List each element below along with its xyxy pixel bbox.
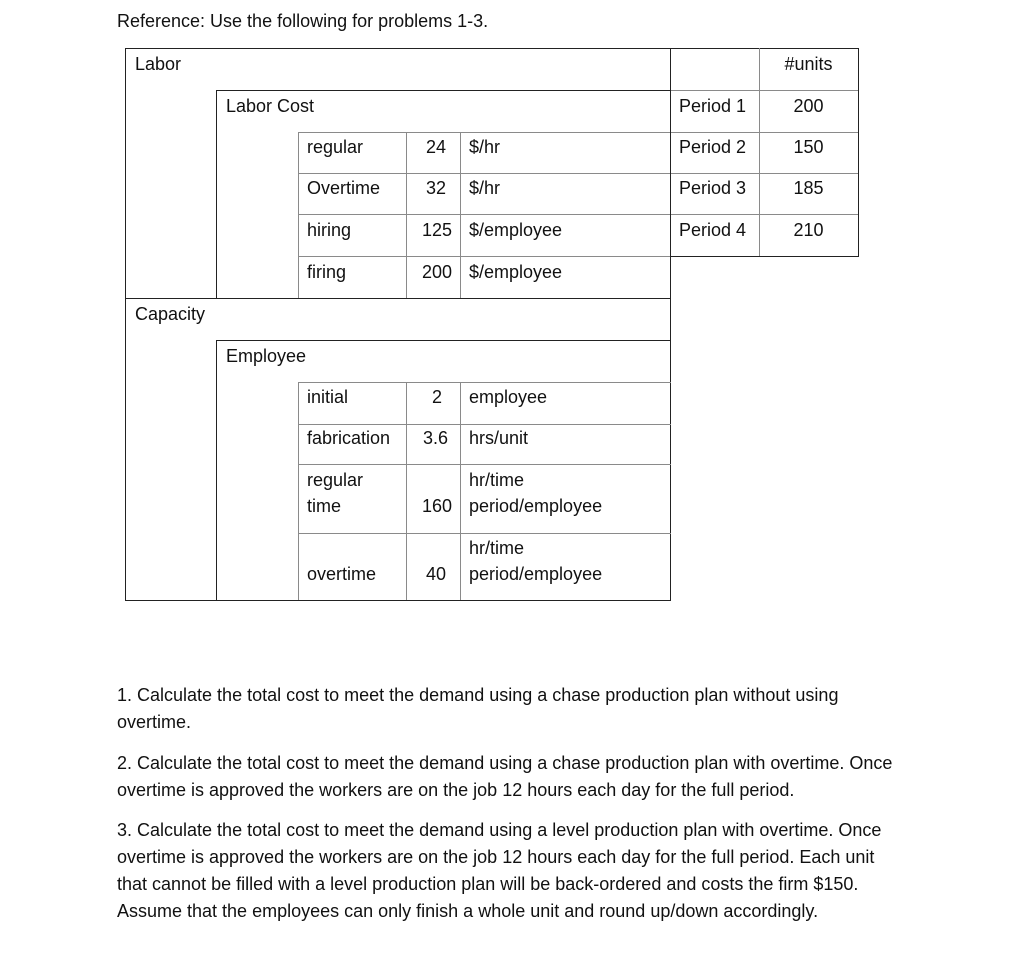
cost-label: firing <box>307 262 347 282</box>
capacity-unit: hr/time <box>469 470 525 490</box>
capacity-label: Capacity <box>135 304 206 324</box>
problem-1: 1. Calculate the total cost to meet the demand using a chase production plan without using overtime. <box>117 685 839 732</box>
capacity-label-cell: fabrication <box>307 428 391 448</box>
reference-heading: Reference: Use the following for problems 1-3. <box>117 11 489 31</box>
capacity-unit-line2: period/employee <box>469 564 603 584</box>
problem-2: 2. Calculate the total cost to meet the demand using a chase production plan with overtime. Once overtime is approved the workers are on the job 12 hours each day for the full period. <box>117 753 893 800</box>
units-value: 185 <box>793 178 824 198</box>
cost-unit: $/employee <box>469 220 563 240</box>
capacity-unit-line2: period/employee <box>469 496 603 516</box>
capacity-unit: employee <box>469 387 548 407</box>
units-value: 210 <box>793 220 824 240</box>
capacity-label-cell: initial <box>307 387 349 407</box>
capacity-value: 40 <box>425 564 446 584</box>
cost-value: 125 <box>421 220 452 240</box>
cost-label: Overtime <box>307 178 381 198</box>
cost-unit: $/employee <box>469 262 563 282</box>
labor-label: Labor <box>135 54 182 74</box>
labor-cost-label: Labor Cost <box>226 96 315 116</box>
cost-value: 200 <box>421 262 452 282</box>
cost-value: 24 <box>425 137 446 157</box>
cost-label: regular <box>307 137 364 157</box>
problem-3: 3. Calculate the total cost to meet the demand using a level production plan with overtime. Once overtime is approved the workers are on the job 12 hours each day for the full period. Each unit that cannot be filled with a level production plan will be back-ordered and costs the firm $150. Assume that the employees can only finish a whole unit and round up/down accordingly. <box>117 820 882 921</box>
period-label: Period 1 <box>679 96 747 116</box>
demand-table <box>0 0 1024 260</box>
period-label: Period 2 <box>679 137 747 157</box>
cost-unit: $/hr <box>469 178 501 198</box>
employee-label: Employee <box>226 346 307 366</box>
capacity-label-cell: regular <box>307 470 364 490</box>
period-label: Period 3 <box>679 178 747 198</box>
capacity-label-cell: overtime <box>307 564 377 584</box>
capacity-value: 3.6 <box>422 428 448 448</box>
capacity-unit: hrs/unit <box>469 428 529 448</box>
cost-label: hiring <box>307 220 352 240</box>
cost-value: 32 <box>425 178 446 198</box>
capacity-value: 2 <box>431 387 442 407</box>
units-value: 200 <box>793 96 824 116</box>
cost-unit: $/hr <box>469 137 501 157</box>
units-value: 150 <box>793 137 824 157</box>
capacity-value: 160 <box>421 496 452 516</box>
capacity-unit: hr/time <box>469 538 525 558</box>
capacity-label-cell-line2: time <box>307 496 342 516</box>
period-label: Period 4 <box>679 220 747 240</box>
units-header: #units <box>784 54 833 74</box>
